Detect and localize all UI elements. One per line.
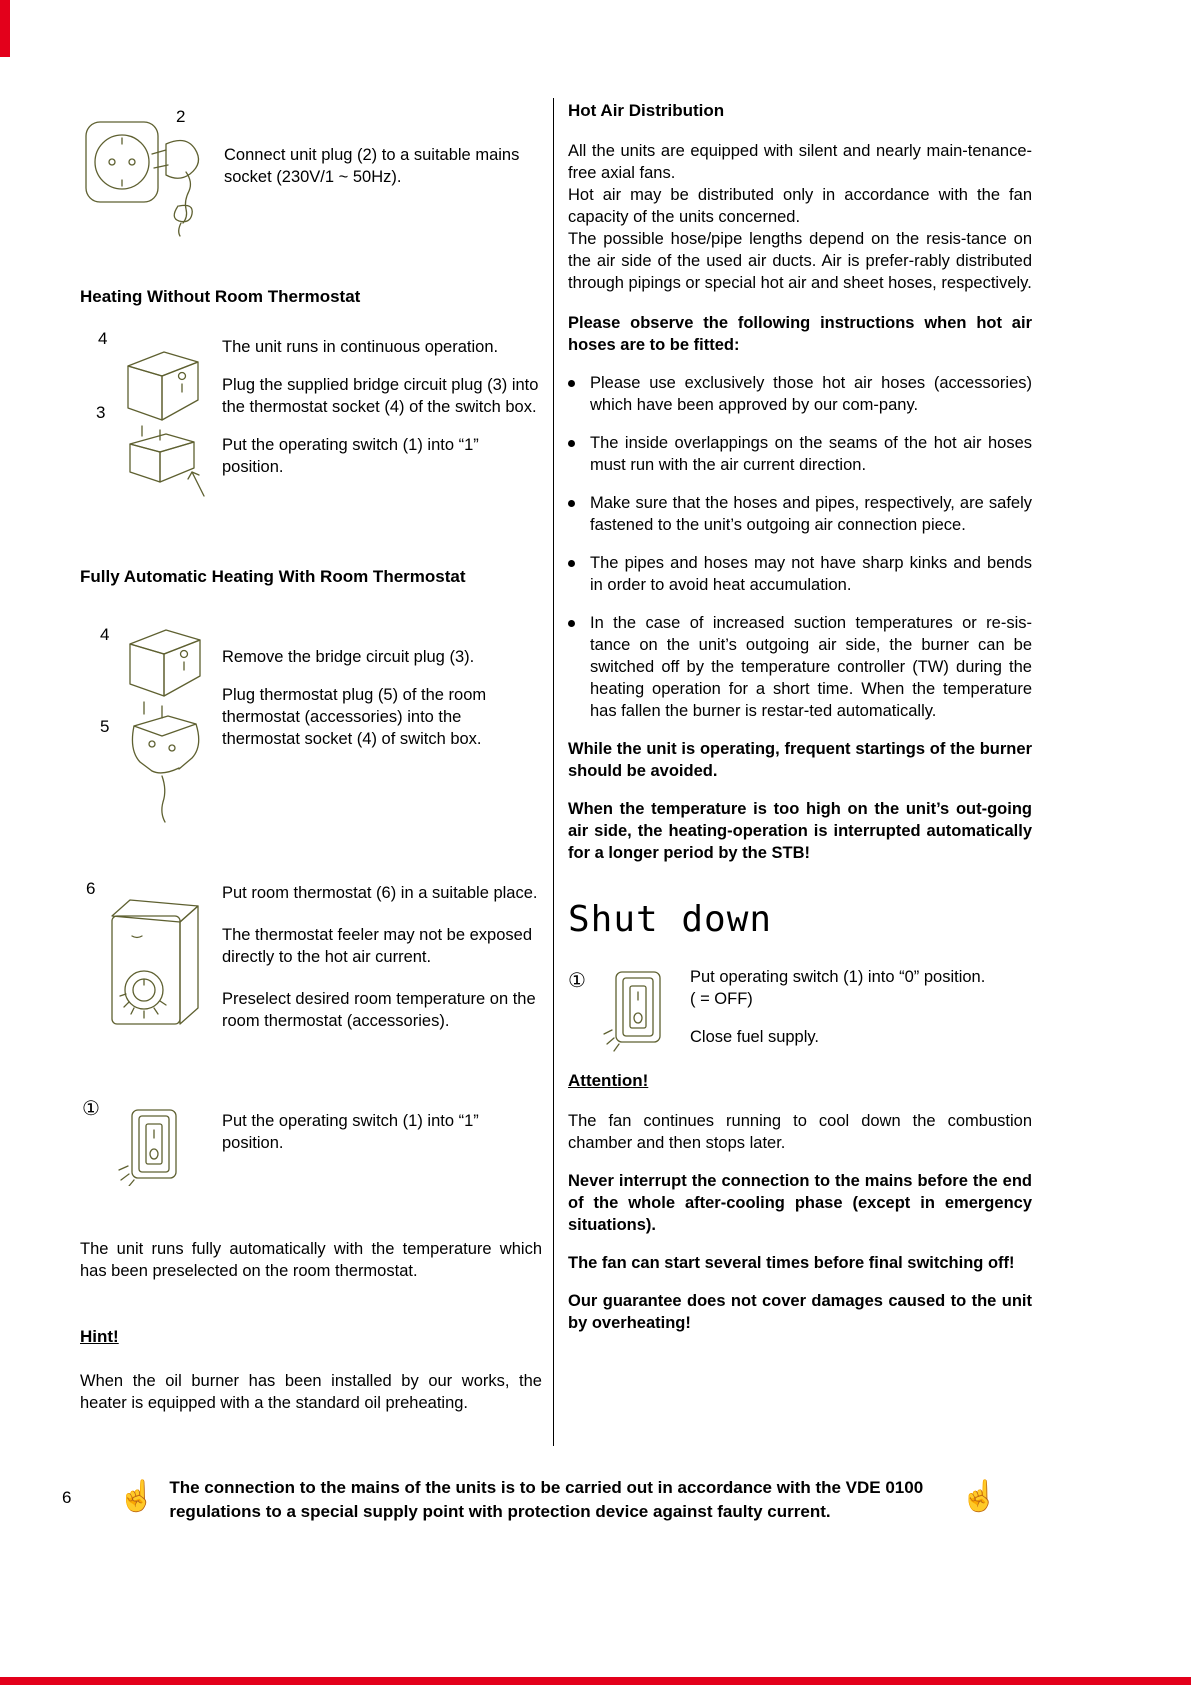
list-item [568,372,1032,416]
room-thermostat-icon [98,890,210,1042]
bullet-icon [568,552,590,596]
list-item-text: Please use exclusively those hot air hoses (accessories) which have been approved by our com-pany. [590,374,1032,414]
bullet-icon [568,612,590,722]
paragraph: Put operating switch (1) into “0” position. [690,968,986,986]
list-item-text: The inside overlappings on the seams of the hot air hoses must run with the air current direction. [590,434,1032,474]
bullet-icon [568,492,590,536]
paragraph: Put room thermostat (6) in a suitable place. [222,884,538,902]
paragraph: Put the operating switch (1) into “1” position. [222,436,479,476]
thermostat-plug-section [80,618,542,824]
figure-label-1: ① [568,970,586,992]
attention-paragraph: The fan continues running to cool down the combustion chamber and then stops later. [568,1112,1032,1152]
shutdown-section [568,966,1032,1052]
list-item-text: In the case of increased suction temperatures or re-sis-tance on the unit’s outgoing air side, the burner can be switched off by the temperature controller (TW) during the heating operation for a short time. When the temperature has fallen the burner is restar-ted automatically. [590,614,1032,720]
warning-guarantee: Our guarantee does not cover damages caused to the unit by overheating! [568,1292,1032,1332]
figure-label-3: 3 [96,403,106,422]
room-thermostat-figure [80,879,222,1042]
shutdown-switch-icon [602,966,674,1052]
thermostat-plug-figure [80,618,222,824]
figure-label-1: ① [82,1098,100,1120]
paragraph: Close fuel supply. [690,1028,820,1046]
hot-air-intro [568,140,1032,294]
hint-heading: Hint! [80,1327,119,1346]
mains-plug-text [222,144,542,238]
vde-note-text: The connection to the mains of the units is to be carried out in accordance with the VDE 0100 regulations to a special supply point with protection device against faulty current. [169,1478,924,1521]
vde-footer-note [118,1476,998,1524]
right-column [568,100,1032,1334]
red-margin-mark [0,0,10,57]
figure-label-4: 4 [98,329,108,348]
figure-label-5: 5 [100,717,110,736]
fitting-instructions-list [568,372,1032,722]
warning-frequent-startings: While the unit is operating, frequent startings of the burner should be avoided. [568,740,1032,780]
paragraph: The thermostat feeler may not be exposed directly to the hot air current. [222,926,533,966]
paragraph: ( = OFF) [690,990,753,1008]
bridge-plug-text [222,336,542,504]
warning-fan-restart: The fan can start several times before final switching off! [568,1254,1015,1272]
attention-heading: Attention! [568,1071,649,1090]
shutdown-title: Shut down [568,899,773,940]
paragraph: Plug the supplied bridge circuit plug (3) into the thermostat socket (4) of the switch box. [222,376,539,416]
paragraph: All the units are equipped with silent and nearly main-tenance-free axial fans. [568,142,1032,182]
list-item [568,432,1032,476]
list-item [568,612,1032,722]
section-heading-hot-air: Hot Air Distribution [568,101,725,120]
fitting-instructions-intro: Please observe the following instructions when hot air hoses are to be fitted: [568,314,1032,354]
automatic-operation-paragraph: The unit runs fully automatically with the temperature which has been preselected on the room thermostat. [80,1240,542,1280]
paragraph: Remove the bridge circuit plug (3). [222,648,475,666]
list-item [568,492,1032,536]
room-thermostat-text [222,882,542,1042]
mains-plug-section [80,107,542,238]
paragraph: The unit runs in continuous operation. [222,338,499,356]
column-divider [553,98,554,1446]
paragraph: Hot air may be distributed only in accordance with the fan capacity of the units concerned. [568,186,1032,226]
bullet-icon [568,372,590,416]
page-number: 6 [62,1488,72,1507]
bridge-plug-figure [80,329,222,504]
pointing-hand-icon: ☝ [118,1480,156,1513]
pointing-hand-icon: ☝ [960,1480,998,1513]
list-item-text: Make sure that the hoses and pipes, respectively, are safely fastened to the unit’s outgoing air connection piece. [590,494,1032,534]
red-bottom-bar [0,1677,1191,1685]
plug-socket-figure [80,107,222,238]
paragraph: Plug thermostat plug (5) of the room thermostat (accessories) into the thermostat socket (4) of switch box. [222,686,487,748]
section-heading-fully-automatic: Fully Automatic Heating With Room Thermostat [80,567,466,586]
hint-paragraph: When the oil burner has been installed by our works, the heater is equipped with a the standard oil preheating. [80,1372,542,1412]
warning-mains-connection: Never interrupt the connection to the mains before the end of the whole after-cooling phase (except in emergency situations). [568,1172,1032,1234]
list-item [568,552,1032,596]
paragraph: Preselect desired room temperature on the room thermostat (accessories). [222,990,536,1030]
list-item-text: The pipes and hoses may not have sharp kinks and bends in order to avoid heat accumulation. [590,554,1032,594]
paragraph: Connect unit plug (2) to a suitable mains socket (230V/1 ~ 50Hz). [224,146,520,186]
bridge-plug-icon [102,336,220,504]
section-heading-heating-without: Heating Without Room Thermostat [80,287,361,306]
paragraph: The possible hose/pipe lengths depend on the resis-tance on the air side of the used air ducts. Air is prefer-rably distributed through pipings or special hot air and sheet hoses, respectively. [568,230,1032,292]
left-column [80,107,542,1414]
operating-switch-text [222,1110,542,1186]
room-thermostat-section [80,879,542,1042]
shutdown-switch-figure [568,966,690,1052]
thermostat-plug-icon [104,618,222,824]
figure-label-4: 4 [100,625,110,644]
warning-stb: When the temperature is too high on the unit’s out-going air side, the heating-operation is interrupted automatically for a longer period by the STB! [568,800,1032,862]
bullet-icon [568,432,590,476]
figure-label-6: 6 [86,879,96,898]
operating-switch-figure [80,1098,222,1186]
bridge-plug-section [80,329,542,504]
figure-label-2: 2 [176,107,186,126]
plug-socket-icon [80,107,212,238]
thermostat-plug-text [222,646,542,824]
operating-switch-icon [114,1104,192,1186]
paragraph: Put the operating switch (1) into “1” position. [222,1112,479,1152]
operating-switch-section [80,1098,542,1186]
shutdown-text [690,966,1032,1052]
